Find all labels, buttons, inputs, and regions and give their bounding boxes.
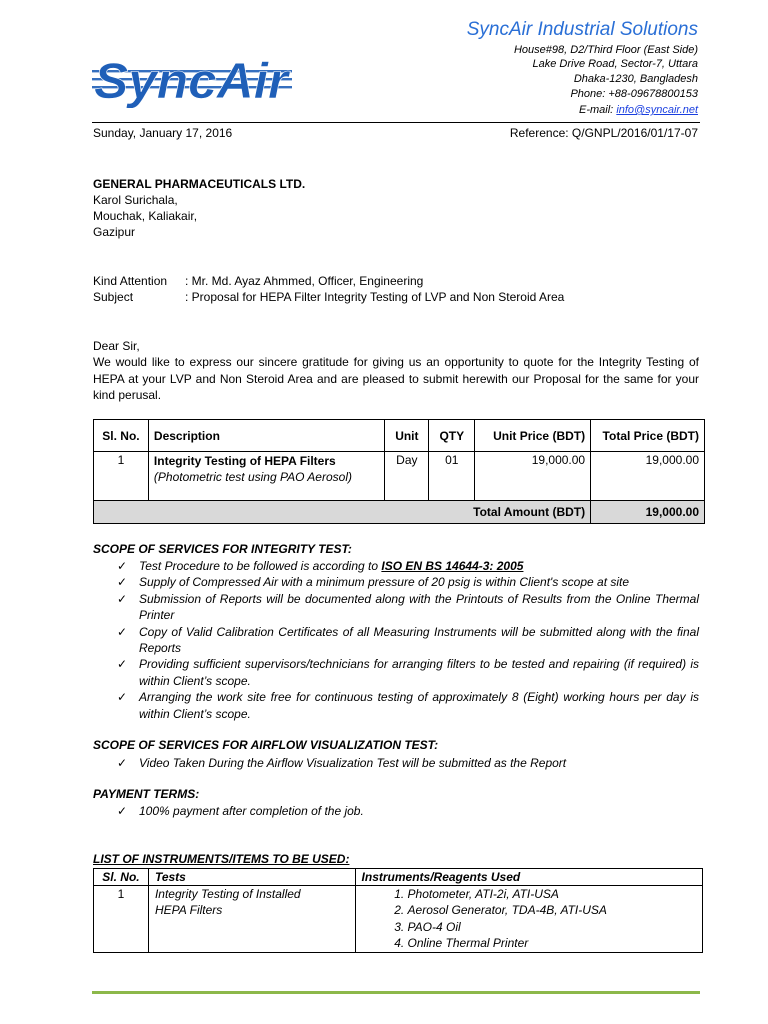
col-header-description: Description [148, 420, 384, 452]
cell-unit-price: 19,000.00 [475, 452, 591, 501]
checkmark-icon: ✓ [117, 690, 128, 705]
company-name: SyncAir Industrial Solutions [466, 19, 698, 40]
letter-date: Sunday, January 17, 2016 [93, 126, 233, 140]
instruments-title: LIST OF INSTRUMENTS/ITEMS TO BE USED: [93, 852, 350, 866]
total-value: 19,000.00 [591, 501, 705, 524]
list-item: 2. Aerosol Generator, TDA-4B, ATI-USA [408, 902, 696, 918]
cell-total-price: 19,000.00 [591, 452, 705, 501]
recipient-company: GENERAL PHARMACEUTICALS LTD. [93, 177, 306, 191]
list-item: ✓ Supply of Compressed Air with a minimum pressure of 20 psig is within Client's scope at site [117, 575, 630, 590]
body-paragraph: We would like to express our sincere gratitude for giving us an opportunity to quote for the Integrity Testing of HEPA at your LVP and Non Steroid Area and are pleased to submit herewith our Proposal for the same for your kind perusal. [93, 355, 699, 402]
payment-terms-list [117, 803, 699, 819]
checkmark-icon: ✓ [117, 591, 128, 606]
recipient-address-line: Karol Surichala, [93, 193, 178, 207]
checkmark-icon: ✓ [117, 756, 128, 770]
cell-instruments [355, 886, 702, 953]
col-header-tests: Tests [148, 869, 355, 886]
recipient-address-line: Gazipur [93, 225, 136, 239]
salutation: Dear Sir, [93, 339, 140, 353]
col-header-total-price: Total Price (BDT) [591, 420, 705, 452]
checkmark-icon: ✓ [117, 575, 128, 590]
col-header-instruments: Instruments/Reagents Used [355, 869, 702, 886]
cell-tests: Integrity Testing of Installed HEPA Filters [148, 886, 355, 953]
list-item: ✓ Test Procedure to be followed is according to ISO EN BS 14644-3: 2005 [117, 559, 524, 573]
table-row [94, 886, 703, 953]
cell-description [148, 452, 384, 501]
list-item: ✓ Copy of Valid Calibration Certificates of all Measuring Instruments will be submitted along with the final Reports [117, 624, 699, 656]
col-header-unit: Unit [385, 420, 429, 452]
cell-qty: 01 [429, 452, 475, 501]
subject-line [93, 289, 564, 305]
subject-value: : Proposal for HEPA Filter Integrity Testing of LVP and Non Steroid Area [185, 290, 565, 304]
email-label: E-mail: [579, 104, 614, 116]
address-line: Phone: +88-09678800153 [570, 88, 698, 100]
footer-divider [92, 991, 700, 994]
instrument-list [362, 886, 696, 952]
scope-integrity-title: SCOPE OF SERVICES FOR INTEGRITY TEST: [93, 542, 352, 556]
instruments-table [93, 868, 703, 953]
address-line: Dhaka-1230, Bangladesh [573, 73, 698, 85]
recipient-address-line: Mouchak, Kaliakair, [93, 209, 198, 223]
col-header-sl: Sl. No. [94, 420, 149, 452]
scope-airflow-title: SCOPE OF SERVICES FOR AIRFLOW VISUALIZATION TEST: [93, 738, 439, 752]
iso-standard: ISO EN BS 14644-3: 2005 [381, 559, 524, 573]
syncair-logo [92, 52, 292, 111]
address-line: House#98, D2/Third Floor (East Side) [513, 44, 698, 56]
scope-integrity-list [117, 558, 699, 722]
cell-sl: 1 [94, 886, 149, 953]
checkmark-icon: ✓ [117, 624, 128, 639]
cell-unit: Day [385, 452, 429, 501]
list-item: 4. Online Thermal Printer [408, 935, 696, 951]
price-table-header-row [94, 420, 705, 452]
attention-line [93, 273, 423, 289]
list-item: ✓ Providing sufficient supervisors/technicians for arranging filters to be tested and repairing (if required) is within Client’s scope. [117, 657, 699, 688]
col-header-unit-price: Unit Price (BDT) [475, 420, 591, 452]
logo-wordmark: SyncAir [94, 53, 291, 108]
attention-value: : Mr. Md. Ayaz Ahmmed, Officer, Engineering [185, 274, 424, 288]
checkmark-icon: ✓ [117, 804, 128, 818]
list-item: 1. Photometer, ATI-2i, ATI-USA [408, 886, 696, 902]
checkmark-icon: ✓ [117, 657, 128, 672]
scope-airflow-list [117, 755, 699, 771]
list-item: ✓ Submission of Reports will be documented along with the Printouts of Results from the Online Thermal Printer [117, 591, 699, 623]
attention-label: Kind Attention [93, 274, 168, 288]
table-row [94, 452, 705, 501]
subject-label: Subject [93, 290, 134, 304]
address-line: Lake Drive Road, Sector-7, Uttara [532, 58, 698, 70]
cell-sl: 1 [94, 452, 149, 501]
instruments-header-row [94, 869, 703, 886]
header-divider [92, 122, 700, 123]
col-header-qty: QTY [429, 420, 475, 452]
total-label: Total Amount (BDT) [94, 501, 591, 524]
email-link[interactable]: info@syncair.net [616, 104, 698, 116]
email-line [579, 103, 698, 117]
list-item: 3. PAO-4 Oil [408, 919, 696, 935]
checkmark-icon: ✓ [117, 559, 128, 573]
list-item: ✓ 100% payment after completion of the job. [117, 804, 364, 818]
price-table [93, 419, 705, 524]
description-title: Integrity Testing of HEPA Filters [153, 454, 336, 468]
payment-terms-title: PAYMENT TERMS: [93, 787, 200, 801]
letter-reference: Reference: Q/GNPL/2016/01/17-07 [509, 126, 698, 140]
description-note: (Photometric test using PAO Aerosol) [153, 470, 352, 484]
col-header-sl: Sl. No. [94, 869, 149, 886]
list-item: ✓ Video Taken During the Airflow Visualization Test will be submitted as the Report [117, 756, 567, 770]
total-row [94, 501, 705, 524]
list-item: ✓ Arranging the work site free for continuous testing of approximately 8 (Eight) working hours per day is within Client’s scope. [117, 690, 699, 721]
